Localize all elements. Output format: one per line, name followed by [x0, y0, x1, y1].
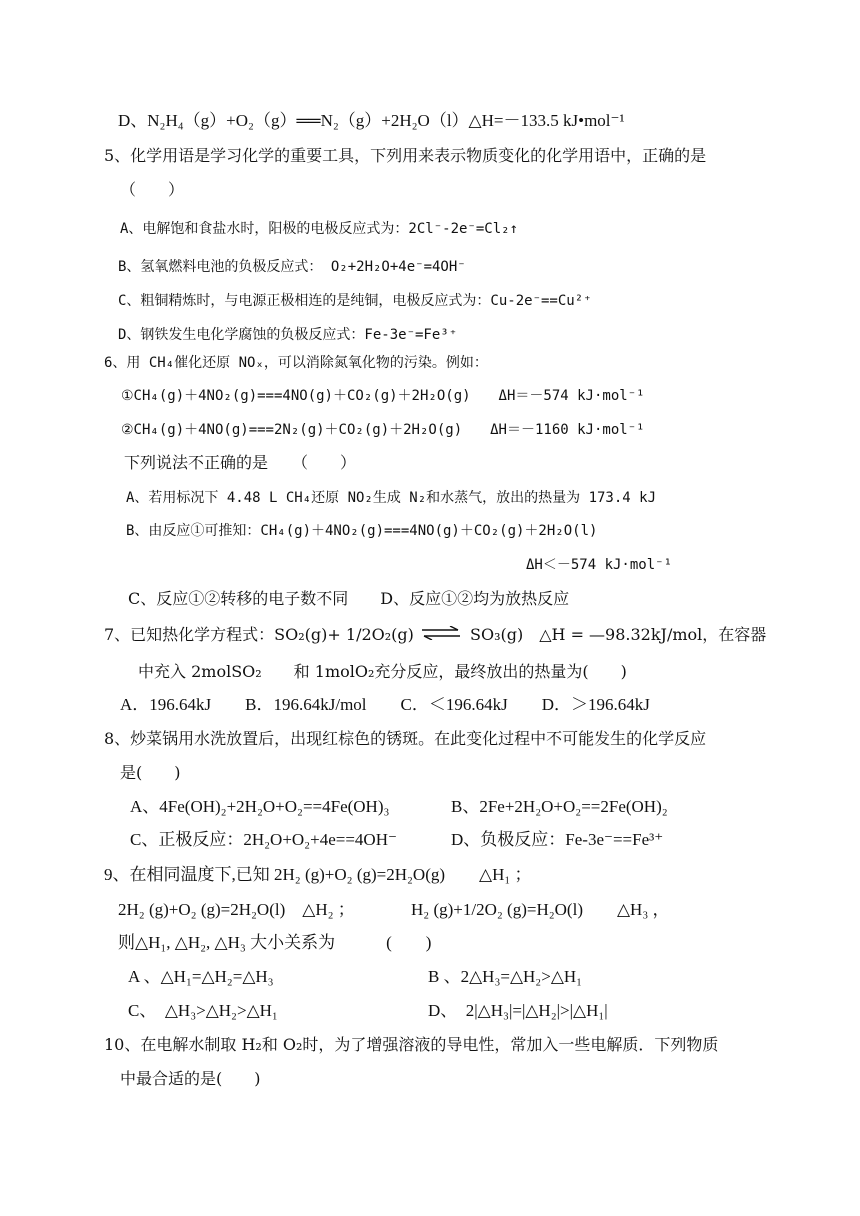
- q9-option-c: C、 △H₃>△H₂>△H₁: [128, 1001, 278, 1020]
- q5-option-b: B、氢氧燃料电池的负极反应式： O₂+2H₂O+4e⁻=4OH⁻: [118, 259, 466, 275]
- reversible-arrow-icon: [420, 626, 462, 640]
- q7-stem-start: 7、已知热化学方程式：SO₂(g)+ 1/2O₂(g): [104, 625, 414, 644]
- q7-stem-end: SO₃(g) △H = —98.32kJ/mol，在容器: [470, 625, 767, 644]
- q10-stem: 10、在电解水制取 H₂和 O₂时，为了增强溶液的导电性，常加入一些电解质．下列物质: [104, 1035, 719, 1054]
- q9-option-d: D、 2|△H₃|=|△H₂|>|△H₁|: [428, 1001, 608, 1020]
- q8-answer-blank: 是( ): [120, 763, 181, 782]
- q9-option-b: B 、2△H₃=△H₂>△H₁: [428, 967, 583, 986]
- q8-option-d: D、负极反应：Fe-3e⁻==Fe³⁺: [451, 830, 664, 849]
- q7-stem-continued: 中充入 2molSO₂ 和 1molO₂充分反应，最终放出的热量为( ): [138, 662, 627, 681]
- q7-options: A．196.64kJ B．196.64kJ/mol C．＜196.64kJ D．＞196.64kJ: [120, 695, 650, 714]
- q10-stem-continued: 中最合适的是( ): [120, 1069, 261, 1088]
- q8-stem: 8、炒菜锅用水洗放置后，出现红棕色的锈斑。在此变化过程中不可能发生的化学反应: [104, 729, 707, 748]
- q8-option-b: B、2Fe+2H₂O+O₂==2Fe(OH)₂: [451, 797, 668, 816]
- q8-option-a: A、4Fe(OH)₂+2H₂O+O₂==4Fe(OH)₃: [130, 797, 390, 816]
- q6-option-b: B、由反应①可推知：CH₄(g)＋4NO₂(g)===4NO(g)＋CO₂(g)＋2H₂O(l): [126, 523, 598, 539]
- q9-equation-2: 2H₂ (g)+O₂ (g)=2H₂O(l) △H₂ ；: [118, 900, 355, 919]
- q9-equation-3: H₂ (g)+1/2O₂ (g)=H₂O(l) △H₃ ，: [411, 900, 670, 919]
- q9-question: 则△H₁, △H₂, △H₃ 大小关系为 ( ): [118, 933, 432, 952]
- q6-reaction-1: ①CH₄(g)＋4NO₂(g)===4NO(g)＋CO₂(g)＋2H₂O(g) ΔH＝－574 kJ·mol⁻¹: [121, 388, 645, 404]
- q5-option-c: C、粗铜精炼时，与电源正极相连的是纯铜，电极反应式为：Cu-2e⁻==Cu²⁺: [118, 293, 592, 309]
- q5-option-a: A、电解饱和食盐水时，阳极的电极反应式为：2Cl⁻-2e⁻=Cl₂↑: [120, 221, 519, 237]
- q5-stem: 5、化学用语是学习化学的重要工具，下列用来表示物质变化的化学用语中，正确的是: [104, 146, 707, 165]
- q4-option-d: D、N₂H₄（g）+O₂（g）══N₂（g）+2H₂O（l）△H=－133.5 kJ•mol⁻¹: [118, 111, 625, 130]
- q6-reaction-2: ②CH₄(g)＋4NO(g)===2N₂(g)＋CO₂(g)＋2H₂O(g) ΔH＝－1160 kJ·mol⁻¹: [121, 422, 645, 438]
- q9-option-a: A 、△H₁=△H₂=△H₃: [128, 967, 274, 986]
- q5-answer-blank: （ ）: [120, 180, 185, 199]
- q6-option-b-enthalpy: ΔH＜－574 kJ·mol⁻¹: [526, 557, 673, 573]
- q9-stem: 9、在相同温度下,已知 2H₂ (g)+O₂ (g)=2H₂O(g) △H₁ ；: [104, 865, 532, 884]
- q6-stem: 6、用 CH₄催化还原 NOₓ，可以消除氮氧化物的污染。例如：: [104, 355, 488, 371]
- q6-options-cd: C、反应①②转移的电子数不同 D、反应①②均为放热反应: [128, 589, 570, 608]
- q6-option-a: A、若用标况下 4.48 L CH₄还原 NO₂生成 N₂和水蒸气，放出的热量为 173.4 kJ: [126, 490, 657, 506]
- q5-option-d: D、钢铁发生电化学腐蚀的负极反应式：Fe-3e⁻=Fe³⁺: [118, 327, 458, 343]
- q8-option-c: C、正极反应：2H₂O+O₂+4e==4OH⁻: [130, 830, 397, 849]
- q6-question: 下列说法不正确的是 （ ）: [124, 453, 357, 472]
